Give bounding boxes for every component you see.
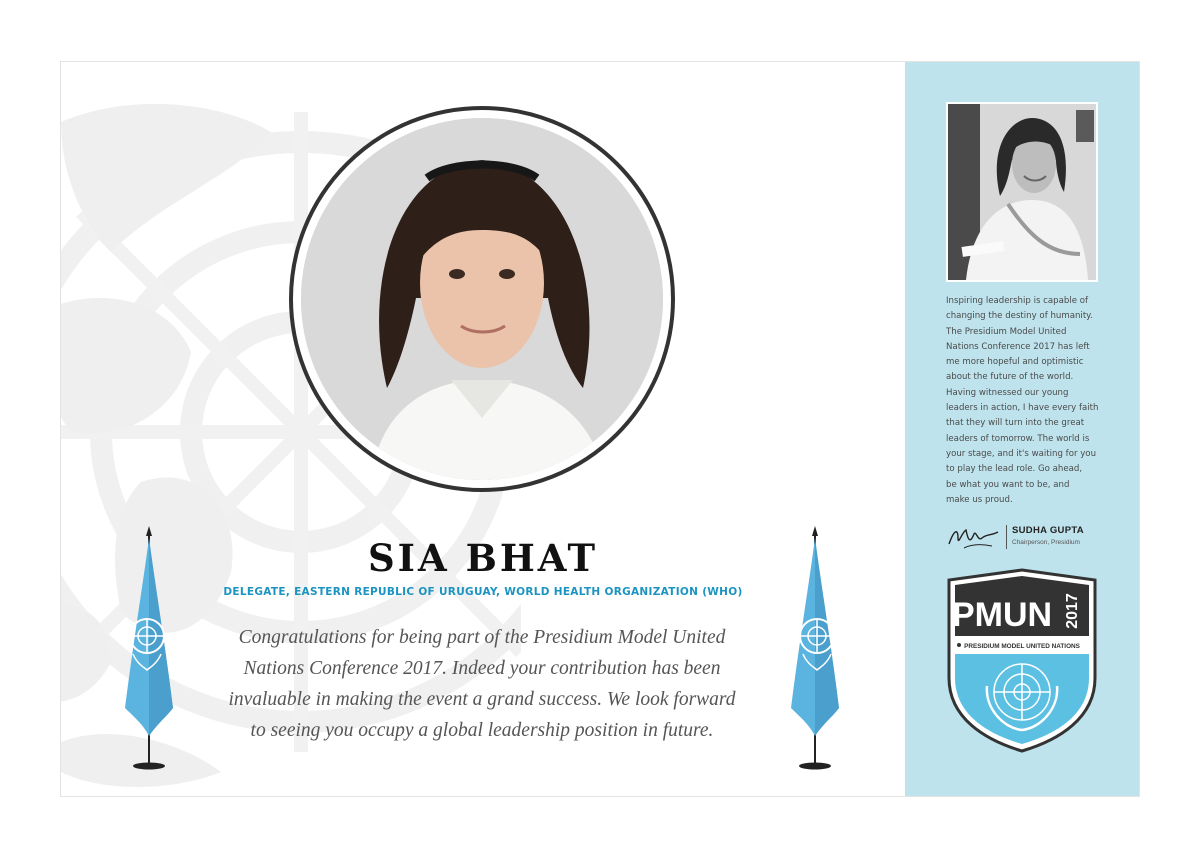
recipient-portrait: [301, 118, 663, 480]
chairperson-name: SUDHA GUPTA: [1012, 525, 1084, 536]
logo-tagline: PRESIDIUM MODEL UNITED NATIONS: [964, 643, 1080, 650]
chairperson-signature-block: [946, 522, 1116, 552]
chairperson-quote: [946, 294, 1108, 508]
certificate-card: [60, 61, 1140, 797]
quote-line: me more hopeful and optimistic: [946, 357, 1084, 368]
quote-line: that they will turn into the great: [946, 418, 1085, 429]
chairperson-portrait: [946, 102, 1098, 282]
message-line: Nations Conference 2017. Indeed your contribution has been: [243, 658, 721, 679]
message-line: Congratulations for being part of the Presidium Model United: [238, 627, 726, 648]
message-line: to seeing you occupy a global leadership position in future.: [250, 720, 714, 741]
logo-year: 2017: [1064, 593, 1081, 629]
quote-line: leaders of tomorrow. The world is: [946, 433, 1090, 444]
quote-line: make us proud.: [946, 494, 1013, 505]
quote-line: changing the destiny of humanity.: [946, 311, 1093, 322]
certificate-main-panel: [61, 62, 905, 797]
signature-icon: [946, 522, 1002, 552]
chairperson-title: Chairperson, Presidium: [1012, 539, 1080, 546]
quote-line: The Presidium Model United: [946, 326, 1067, 337]
un-flag-right-icon: [785, 524, 845, 774]
chairperson-sidebar: [905, 62, 1140, 797]
quote-line: leaders in action, I have every faith: [946, 403, 1099, 414]
recipient-role: DELEGATE, EASTERN REPUBLIC OF URUGUAY, WORLD HEALTH ORGANIZATION (WHO): [223, 586, 743, 598]
quote-line: Inspiring leadership is capable of: [946, 296, 1089, 306]
message-line: invaluable in making the event a grand success. We look forward: [228, 689, 736, 710]
quote-line: about the future of the world.: [946, 372, 1074, 383]
recipient-name: SIA BHAT: [367, 536, 599, 580]
un-flag-left-icon: [119, 524, 179, 774]
signature-divider: [1006, 525, 1007, 549]
logo-acronym: PMUN: [951, 596, 1053, 634]
quote-line: Nations Conference 2017 has left: [946, 341, 1090, 352]
recipient-portrait-frame: [289, 106, 675, 492]
recipient-photo-icon: [301, 118, 663, 480]
pmun-logo-icon: [947, 568, 1097, 753]
quote-line: be what you want to be, and: [946, 479, 1070, 490]
quote-line: your stage, and it's waiting for you: [946, 448, 1097, 459]
congratulations-message: [201, 622, 763, 746]
chairperson-photo-icon: [948, 104, 1096, 280]
quote-line: to play the lead role. Go ahead,: [946, 464, 1083, 475]
quote-line: Having witnessed our young: [946, 387, 1069, 398]
